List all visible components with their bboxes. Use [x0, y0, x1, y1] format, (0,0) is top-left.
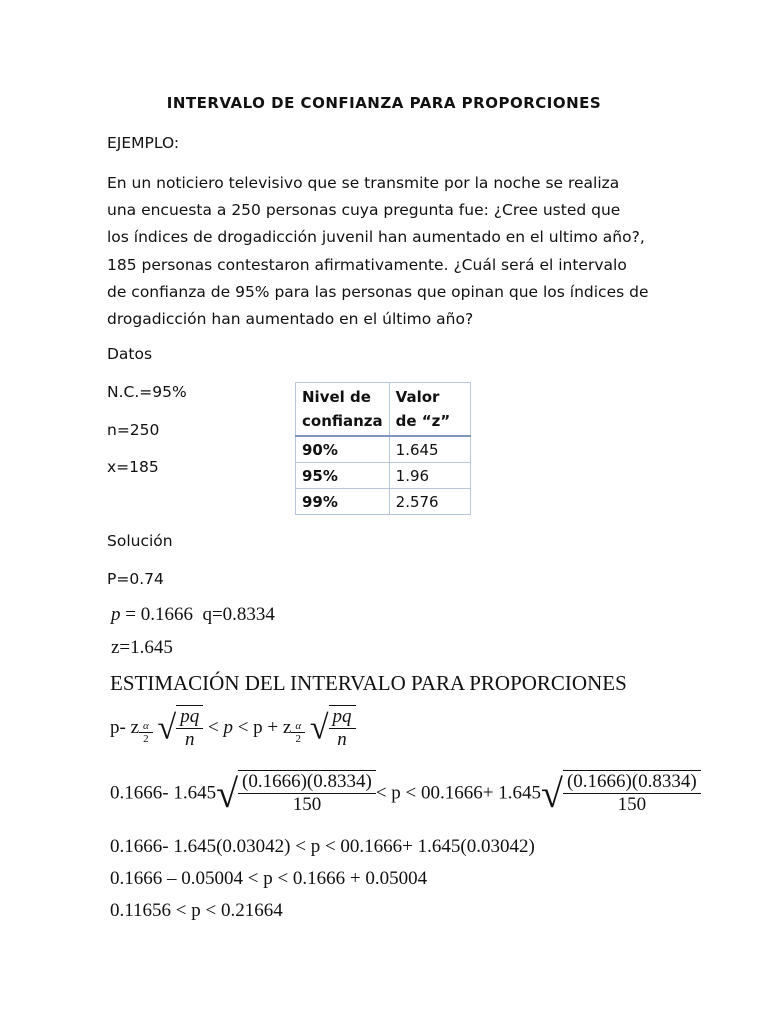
problem-line: 185 personas contestaron afirmativamente. ¿Cuál será el intervalo	[107, 255, 627, 274]
alpha-symbol: α	[143, 720, 149, 733]
alpha-symbol: α	[295, 720, 302, 733]
table-cell: 1.645	[389, 436, 470, 463]
step1	[110, 770, 701, 832]
problem-line: drogadicción han aumentado en el último año?	[107, 310, 474, 329]
table-header-row	[296, 383, 471, 437]
p-equals: = 0.1666	[120, 604, 193, 625]
step3: 0.1666 – 0.05004 < p < 0.1666 + 0.05004	[110, 868, 428, 889]
page-title: INTERVALO DE CONFIANZA PARA PROPORCIONES	[166, 94, 602, 112]
step2: 0.1666- 1.645(0.03042) < p < 00.1666+ 1.645(0.03042)	[110, 836, 535, 857]
header-line: Nivel de	[302, 388, 371, 406]
header-line: de “z”	[395, 412, 451, 430]
p-value: P=0.74	[107, 570, 164, 588]
problem-line: En un noticiero televisivo que se transmite por la noche se realiza	[107, 174, 620, 192]
q-value: q=0.8334	[202, 604, 275, 625]
table-row	[296, 436, 471, 463]
pq-line	[111, 604, 275, 626]
step4: 0.11656 < p < 0.21664	[110, 900, 283, 921]
formula-p-plus: p + z	[253, 717, 292, 738]
two: 2	[291, 732, 305, 745]
table-cell: 90%	[296, 436, 390, 463]
header-line: confianza	[302, 412, 383, 430]
p-symbol: p	[111, 604, 121, 625]
header-line: Valor	[395, 388, 440, 406]
sqrt-pq-n: √ $\frac{pq}{n}$	[310, 705, 356, 751]
formula-p-minus: p- z	[110, 717, 140, 738]
table-cell: 1.96	[389, 463, 470, 489]
problem-line: los índices de drogadicción juvenil han aumentado en el ultimo año?,	[107, 228, 645, 247]
table-row	[296, 489, 471, 515]
table-cell: 99%	[296, 489, 390, 515]
example-label: EJEMPLO:	[107, 134, 180, 152]
table-header-cell	[389, 383, 470, 437]
table-header-cell	[296, 383, 390, 437]
solution-label: Solución	[107, 532, 173, 550]
fraction-numerator: (0.1666)(0.8334)	[238, 771, 376, 794]
data-label: Datos	[107, 345, 153, 363]
problem-line: una encuesta a 250 personas cuya pregunta fue: ¿Cree usted que	[107, 201, 621, 220]
n: n	[184, 729, 195, 750]
pq: pq	[176, 706, 203, 729]
z-value: z=1.645	[111, 637, 173, 658]
estimation-title: ESTIMACIÓN DEL INTERVALO PARA PROPORCIONES	[110, 671, 627, 695]
table-cell: 2.576	[389, 489, 470, 515]
data-item-n: n=250	[107, 421, 160, 439]
fraction-numerator: (0.1666)(0.8334)	[563, 771, 701, 794]
confidence-table	[295, 382, 471, 515]
data-item-x: x=185	[107, 458, 159, 476]
table-cell: 95%	[296, 463, 390, 489]
sqrt-pq-n: √ $\frac{pq}{n}$	[158, 705, 204, 751]
problem-line: de confianza de 95% para las personas que opinan que los índices de	[107, 282, 649, 301]
step1-left: 0.1666- 1.645	[110, 782, 217, 804]
general-formula: p- z $\frac{\alpha}{2}$ √ $\frac{pq}{n}$ < p < p + z $\frac{\alpha}{2}$ √ $\frac{pq}{n}$	[110, 705, 356, 767]
fraction-denominator: 150	[292, 794, 322, 815]
step1-mid: < p < 00.1666+ 1.645	[375, 782, 541, 804]
alpha-over-2	[291, 720, 305, 745]
data-item-nc: N.C.=95%	[107, 383, 187, 401]
sqrt-fraction: √ $\frac{(0.1666)(0.8334)}{150}$	[216, 770, 376, 817]
problem-paragraph	[107, 170, 677, 333]
table-row	[296, 463, 471, 489]
alpha-over-2	[139, 720, 153, 745]
pq: pq	[329, 706, 356, 729]
n: n	[337, 729, 347, 750]
fraction-denominator: 150	[617, 794, 647, 815]
sqrt-fraction: √ $\frac{(0.1666)(0.8334)}{150}$	[541, 770, 701, 817]
two: 2	[139, 732, 153, 745]
